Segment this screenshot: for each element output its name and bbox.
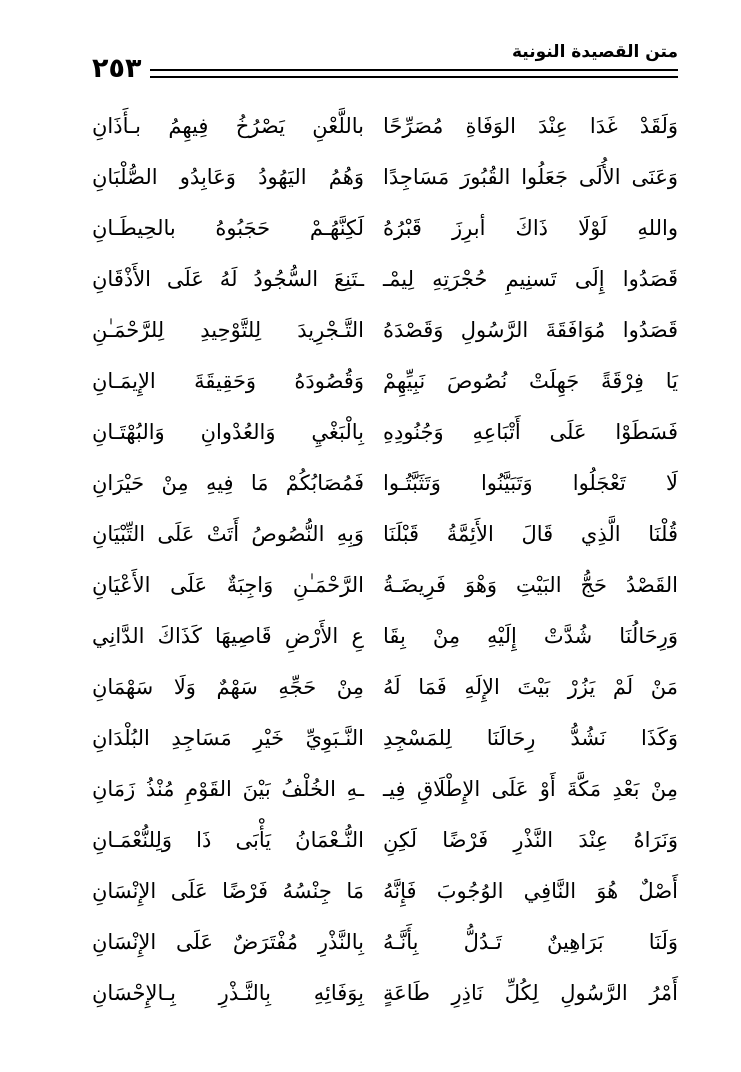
first-hemistich: أَصْلٌ هُوَ النَّافِي الوُجُوبَ فَإِنَّهُ [383, 878, 678, 903]
first-hemistich: قَصَدُوا مُوَافَقَةَ الرَّسُولِ وَقَصْدَهُ [383, 317, 678, 342]
first-hemistich: لَا تَعْجَلُوا وَتَبَيَّنُوا وَتَثَبَّتُـوا [383, 470, 678, 495]
verse-line [92, 100, 678, 151]
header-rule-top [150, 69, 678, 71]
first-hemistich: وَلَقَدْ غَدَا عِنْدَ الوَفَاةِ مُصَرِّحًا [383, 113, 678, 138]
verse-line [92, 763, 678, 814]
second-hemistich: بِوَفَائِهِ بِالنَّـذْرِ بِـالإِحْسَانِ [92, 980, 364, 1005]
poem-verses [92, 100, 678, 1018]
first-hemistich: وَرِحَالُنَا شُدَّتْ إِلَيْهِ مِنْ بِقَا [383, 623, 678, 648]
second-hemistich: التَّـجْرِيدَ لِلتَّوْحِيدِ لِلرَّحْمَـٰنِ [92, 317, 364, 342]
verse-line [92, 661, 678, 712]
page-number: ٢٥٣ [92, 53, 142, 84]
second-hemistich: بِالنَّذْرِ مُفْتَرَضٌ عَلَى الإِنْسَانِ [92, 929, 364, 954]
first-hemistich: يَا فِرْقَةً جَهِلَتْ نُصُوصَ نَبِيِّهِمْ [383, 368, 678, 393]
second-hemistich: وَبِهِ النُّصُوصُ أَتَتْ عَلَى التِّبْيَانِ [92, 521, 364, 546]
page-header [92, 40, 678, 90]
second-hemistich: النُّـعْمَانُ يَأْبَى ذَا وَلِلنُّعْمَـانِ [92, 827, 364, 852]
verse-line [92, 406, 678, 457]
first-hemistich: وَنَرَاهُ عِنْدَ النَّذْرِ فَرْضًا لَكِنِ [383, 827, 678, 852]
second-hemistich: مِنْ حَجِّهِ سَهْمٌ وَلَا سَهْمَانِ [92, 674, 364, 699]
second-hemistich: باللَّعْنِ يَصْرُخُ فِيهِمُ بـأَذَانِ [92, 113, 364, 138]
verse-line [92, 508, 678, 559]
first-hemistich: واللهِ لَوْلَا ذَاكَ أبرِزَ قَبْرُهُ [383, 215, 678, 240]
second-hemistich: وَهُمُ اليَهُودُ وَعَابِدُو الصُّلْبَانِ [92, 164, 364, 189]
verse-line [92, 559, 678, 610]
verse-line [92, 355, 678, 406]
first-hemistich: قَصَدُوا إِلَى تَسنِيمِ حُجْرَتِهِ لِيمْـ [383, 266, 678, 291]
second-hemistich: الرَّحْمَـٰنِ وَاجِبَةٌ عَلَى الأَعْيَانِ [92, 572, 364, 597]
first-hemistich: مَنْ لَمْ يَزُرْ بَيْتَ الإِلَهِ فَمَا لَهُ [383, 674, 678, 699]
verse-line [92, 712, 678, 763]
second-hemistich: ـهِ الخُلْفُ بَيْنَ القَوْمِ مُنْذُ زَمَانِ [92, 776, 364, 801]
verse-line [92, 304, 678, 355]
first-hemistich: وَكَذَا نَشُدُّ رِحَالَنَا لِلمَسْجِدِ [383, 725, 678, 750]
verse-line [92, 967, 678, 1018]
verse-line [92, 253, 678, 304]
second-hemistich: فَمُصَابُكُمْ مَا فِيهِ مِنْ حَيْرَانِ [92, 470, 364, 495]
second-hemistich: النَّـبَوِيِّ خَيْرِ مَسَاجِدِ البُلْدَانِ [92, 725, 364, 750]
verse-line [92, 151, 678, 202]
second-hemistich: ـتَنِعَ السُّجُودُ لَهُ عَلَى الأَذْقَانِ [92, 266, 364, 291]
second-hemistich: بِالْبَغْيِ وَالعُدْوانِ وَالبُهْتَـانِ [92, 419, 364, 444]
verse-line [92, 916, 678, 967]
first-hemistich: مِنْ بَعْدِ مَكَّةَ أَوْ عَلَى الإِطْلَاقِ فِيـ [383, 776, 678, 801]
second-hemistich: مَا جِنْسُهُ فَرْضًا عَلَى الإِنْسَانِ [92, 878, 364, 903]
first-hemistich: قُلْنَا الَّذِي قَالَ الأَئِمَّةُ قَبْلَنَا [383, 521, 678, 546]
first-hemistich: وَلَنَا بَرَاهِينٌ تَـدُلُّ بِأَنَّـهُ [383, 929, 678, 954]
verse-line [92, 202, 678, 253]
second-hemistich: لَكِنَّهُـمْ حَجَبُوهُ بالحِيطَـانِ [92, 215, 364, 240]
first-hemistich: وَعَنَى الأُلَى جَعَلُوا القُبُورَ مَسَاجِدًا [383, 164, 678, 189]
first-hemistich: القَصْدُ حَجُّ البَيْتِ وَهْوَ فَرِيضَـةُ [383, 572, 678, 597]
second-hemistich: وَقُصُودَهُ وَحَقِيقَةَ الإِيمَـانِ [92, 368, 364, 393]
second-hemistich: عِ الأَرْضِ قَاصِيهَا كَذَاكَ الدَّانِي [92, 623, 364, 648]
running-title: متن القصيدة النونية [511, 42, 678, 62]
first-hemistich: فَسَطَوْا عَلَى أَتْبَاعِهِ وَجُنُودِهِ [383, 419, 678, 444]
first-hemistich: أَمْرُ الرَّسُولِ لِكُلِّ نَاذِرِ طَاعَةٍ [383, 980, 678, 1005]
verse-line [92, 814, 678, 865]
verse-line [92, 457, 678, 508]
verse-line [92, 865, 678, 916]
header-rule-bottom [150, 76, 678, 78]
verse-line [92, 610, 678, 661]
